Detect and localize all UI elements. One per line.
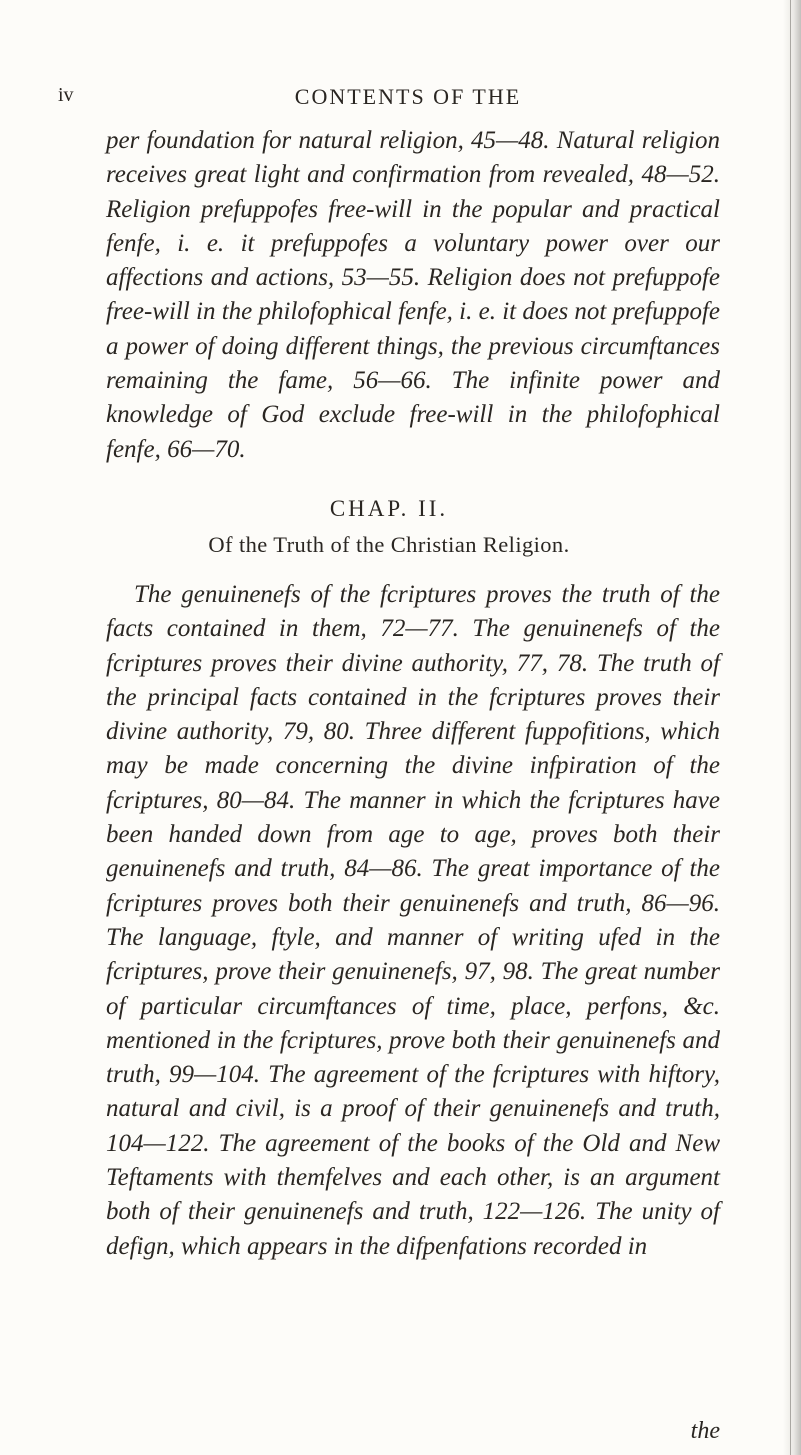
page-folio: iv bbox=[58, 84, 74, 106]
chapter-subtitle: Of the Truth of the Christian Religion. bbox=[208, 532, 570, 557]
running-title: CONTENTS OF THE bbox=[294, 84, 522, 109]
page-edge-line bbox=[790, 0, 791, 1455]
running-head bbox=[58, 84, 718, 114]
page-edge-shadow bbox=[783, 0, 801, 1455]
catchword: the bbox=[690, 1418, 720, 1444]
chapter-heading: CHAP. II. bbox=[329, 496, 449, 521]
chapter-summary-paragraph: The genuinenefs of the fcriptures proves the truth of the facts contained in them, 72—77. The genuinenefs of the fcriptures proves their divine authority, 77, 78. The truth of the principal facts contained in the fcriptures proves their divine authority, 79, 80. Three different fuppofitions, which may be made concerning the divine infpiration of the fcriptures, 80—84. The manner in which the fcriptures have been handed down from age to age, proves both their genuinenefs and truth, 84—86. The great importance of the fcriptures proves both their genuinenefs and truth, 86—96. The language, ftyle, and manner of writing ufed in the fcriptures, prove their genuinenefs, 97, 98. The great number of particular circumftances of time, place, perfons, &c. mentioned in the fcriptures, prove both their genuinenefs and truth, 99—104. The agreement of the fcriptures with hiftory, natural and civil, is a proof of their genuinenefs and truth, 104—122. The agreement of the books of the Old and New Teftaments with themfelves and each other, is an argument both of their genuinenefs and truth, 122—126. The unity of defign, which appears in the difpenfations recorded in bbox=[106, 581, 720, 1260]
continuation-paragraph: per foundation for natural religion, 45—48. Natural religion receives great light and confirmation from revealed, 48—52. Religion prefuppofes free-will in the popular and practical fenfe, i. e. it prefuppofes a voluntary power over our affections and actions, 53—55. Religion does not prefuppofe free-will in the philofophical fenfe, i. e. it does not prefuppofe a power of doing different things, the previous circumftances remaining the fame, 56—66. The infinite power and knowledge of God exclude free-will in the philofophical fenfe, 66—70. bbox=[106, 127, 721, 463]
